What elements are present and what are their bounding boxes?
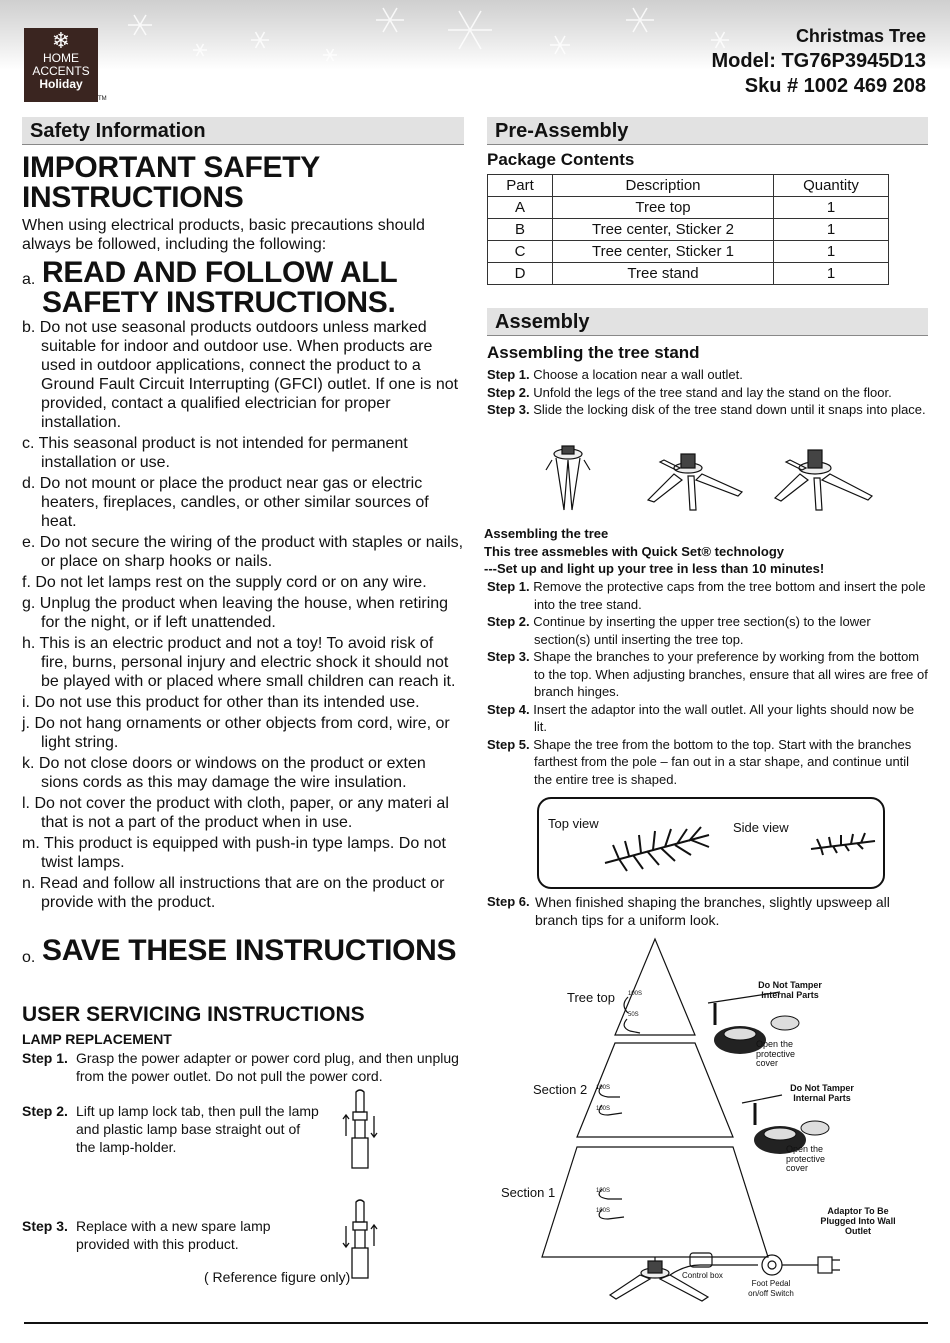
list-item: Step 1. Choose a location near a wall outlet. — [487, 367, 743, 382]
safety-intro: When using electrical products, basic precautions should always be followed, including the following: — [22, 217, 425, 253]
list-item: k. Do not close doors or windows on the product or exten sions cords as this may damage the wire insulation. — [22, 755, 426, 791]
column-header: Description — [553, 175, 774, 197]
package-contents-title: Package Contents — [487, 150, 635, 169]
tree-title-block — [484, 525, 928, 578]
adaptor-note: Adaptor To Be Plugged Into Wall Outlet — [820, 1206, 896, 1236]
bulb-count-label: 50S — [628, 1012, 639, 1018]
tree-steps — [487, 578, 928, 788]
list-item: Step 5. Shape the tree from the bottom to the top. Start with the branches farthest from the pole – fan out in a star shape, and continue until the entire tree is shaped. — [487, 736, 912, 787]
servicing-subtitle: LAMP REPLACEMENT — [22, 1031, 172, 1047]
bulb-count-label: 100S — [596, 1085, 611, 1091]
servicing-step-2: Step 2. Lift up lamp lock tab, then pull the lamp and plastic lamp base straight out of the lamp-holder. — [22, 1103, 319, 1155]
tree-stand-illustration — [540, 440, 900, 520]
product-name: Christmas Tree — [795, 26, 926, 46]
safety-list — [22, 318, 464, 912]
snowflake-icon: ❄ — [51, 28, 71, 53]
table-header-row — [488, 175, 889, 197]
list-item: h. This is an electric product and not a toy! To avoid risk of fire, burns, personal injury and electric shock it should not be played with or placed where small children can reach it. — [22, 635, 456, 690]
list-item: f. Do not let lamps rest on the supply cord or on any wire. — [22, 574, 427, 591]
list-item: b. Do not use seasonal products outdoors unless marked suitable for indoor and outdoor use. When products are used in outdoor applications, connect the product to a Ground Fault Circuit Interrupting (GFCI) outlet. If one is not provided, contact a qualified electrician for proper installation. — [22, 319, 459, 431]
list-item: n. Read and follow all instructions that are on the product or provide with the product. — [22, 875, 445, 911]
column-header: Quantity — [774, 175, 889, 197]
brand-logo: ❄ HOME ACCENTS Holiday — [24, 28, 98, 102]
table-row: B Tree center, Sticker 2 1 — [488, 219, 889, 241]
top-view-label: Top view — [548, 816, 599, 831]
list-item: d. Do not mount or place the product near gas or electric heaters, fireplaces, candles, or other similar sources of heat. — [22, 475, 429, 530]
list-item: Step 2. Unfold the legs of the tree stand and lay the stand on the floor. — [487, 384, 892, 400]
servicing-step-3: Step 3. Replace with a new spare lamp provided with this product. — [22, 1218, 271, 1252]
do-not-tamper-note: Do Not Tamper Internal Parts — [758, 980, 822, 1000]
safety-section-title: Safety Information — [22, 117, 464, 145]
table-row: A Tree top 1 — [488, 197, 889, 219]
stand-steps — [487, 366, 928, 419]
lamp-icon — [338, 1198, 382, 1288]
tree-top-label: Tree top — [567, 990, 615, 1005]
bulb-count-label: 100S — [628, 991, 643, 997]
bulb-count-label: 100S — [596, 1188, 611, 1194]
list-item: c. This seasonal product is not intended for permanent installation or use. — [22, 435, 408, 471]
list-item: i. Do not use this product for other than its intended use. — [22, 694, 420, 711]
list-item: Step 1. Remove the protective caps from the tree bottom and insert the pole into the tree stand. — [487, 579, 926, 612]
list-item: m. This product is equipped with push-in type lamps. Do not twist lamps. — [22, 835, 446, 871]
column-header: Part — [488, 175, 553, 197]
branch-side-view-icon — [809, 829, 879, 859]
do-not-tamper-note: Do Not Tamper Internal Parts — [790, 1083, 854, 1103]
sku-number: Sku # 1002 469 208 — [744, 75, 926, 97]
servicing-title: USER SERVICING INSTRUCTIONS — [22, 1003, 365, 1026]
list-item: l. Do not cover the product with cloth, paper, or any materi al that is not a part of the product when in use. — [22, 795, 449, 831]
lamp-icon — [338, 1088, 382, 1178]
open-cover-note: Open the protective cover — [786, 1144, 826, 1173]
assembly-section-title: Assembly — [487, 308, 928, 336]
list-item: Step 2. Continue by inserting the upper tree section(s) to the lower section(s) until inserting the tree top. — [487, 614, 871, 647]
quickset-line: This tree assmebles with Quick Set® technology — [484, 543, 784, 559]
branch-top-view-icon — [599, 821, 719, 877]
bulb-count-label: 100S — [596, 1208, 611, 1214]
list-item: Step 3. Slide the locking disk of the tree stand down until it snaps into place. — [487, 402, 926, 417]
list-item: j. Do not hang ornaments or other objects from cord, wire, or light string. — [22, 715, 450, 751]
section-1-label: Section 1 — [501, 1185, 556, 1200]
bulb-count-label: 100S — [596, 1106, 611, 1112]
trademark: TM — [98, 96, 107, 102]
control-box-label: Control box — [682, 1271, 723, 1280]
reference-note: ( Reference figure only) — [204, 1269, 351, 1285]
servicing-step-1: Step 1. Grasp the power adapter or power cord plug, and then unplug from the power outlet. Do not pull the power cord. — [22, 1050, 459, 1084]
preassembly-section-title: Pre-Assembly — [487, 117, 928, 145]
bottom-rule — [24, 1322, 928, 1324]
tagline: ---Set up and light up your tree in less than 10 minutes! — [484, 561, 825, 576]
foot-pedal-label: Foot Pedal on/off Switch — [748, 1279, 794, 1298]
open-cover-note: Open the protective cover — [756, 1039, 796, 1068]
table-row: D Tree stand 1 — [488, 263, 889, 285]
product-header — [711, 24, 926, 99]
tree-title: Assembling the tree — [484, 526, 609, 541]
tree-assembly-diagram — [490, 935, 930, 1313]
list-item: Step 3. Shape the branches to your preference by working from the bottom to the top. When adjusting branches, ensure that all wires are free of branch hinges. — [487, 649, 928, 699]
safety-heading: IMPORTANT SAFETY INSTRUCTIONS — [22, 151, 320, 214]
package-contents-table — [487, 174, 889, 285]
list-item: g. Unplug the product when leaving the house, when retiring for the night, or if left unattended. — [22, 595, 449, 631]
stand-title: Assembling the tree stand — [487, 343, 700, 362]
side-view-label: Side view — [733, 820, 789, 835]
model-number: Model: TG76P3945D13 — [711, 50, 926, 72]
list-item: Step 4. Insert the adaptor into the wall outlet. All your lights should now be lit. — [487, 701, 915, 734]
list-item: e. Do not secure the wiring of the product with staples or nails, or place on sharp hooks or nails. — [22, 534, 464, 570]
branch-view-box — [537, 797, 885, 889]
table-row: C Tree center, Sticker 1 1 — [488, 241, 889, 263]
assembly-step-6: Step 6. When finished shaping the branches, slightly upsweep all branch tips for a uniform look. — [487, 894, 890, 928]
section-2-label: Section 2 — [533, 1082, 588, 1097]
